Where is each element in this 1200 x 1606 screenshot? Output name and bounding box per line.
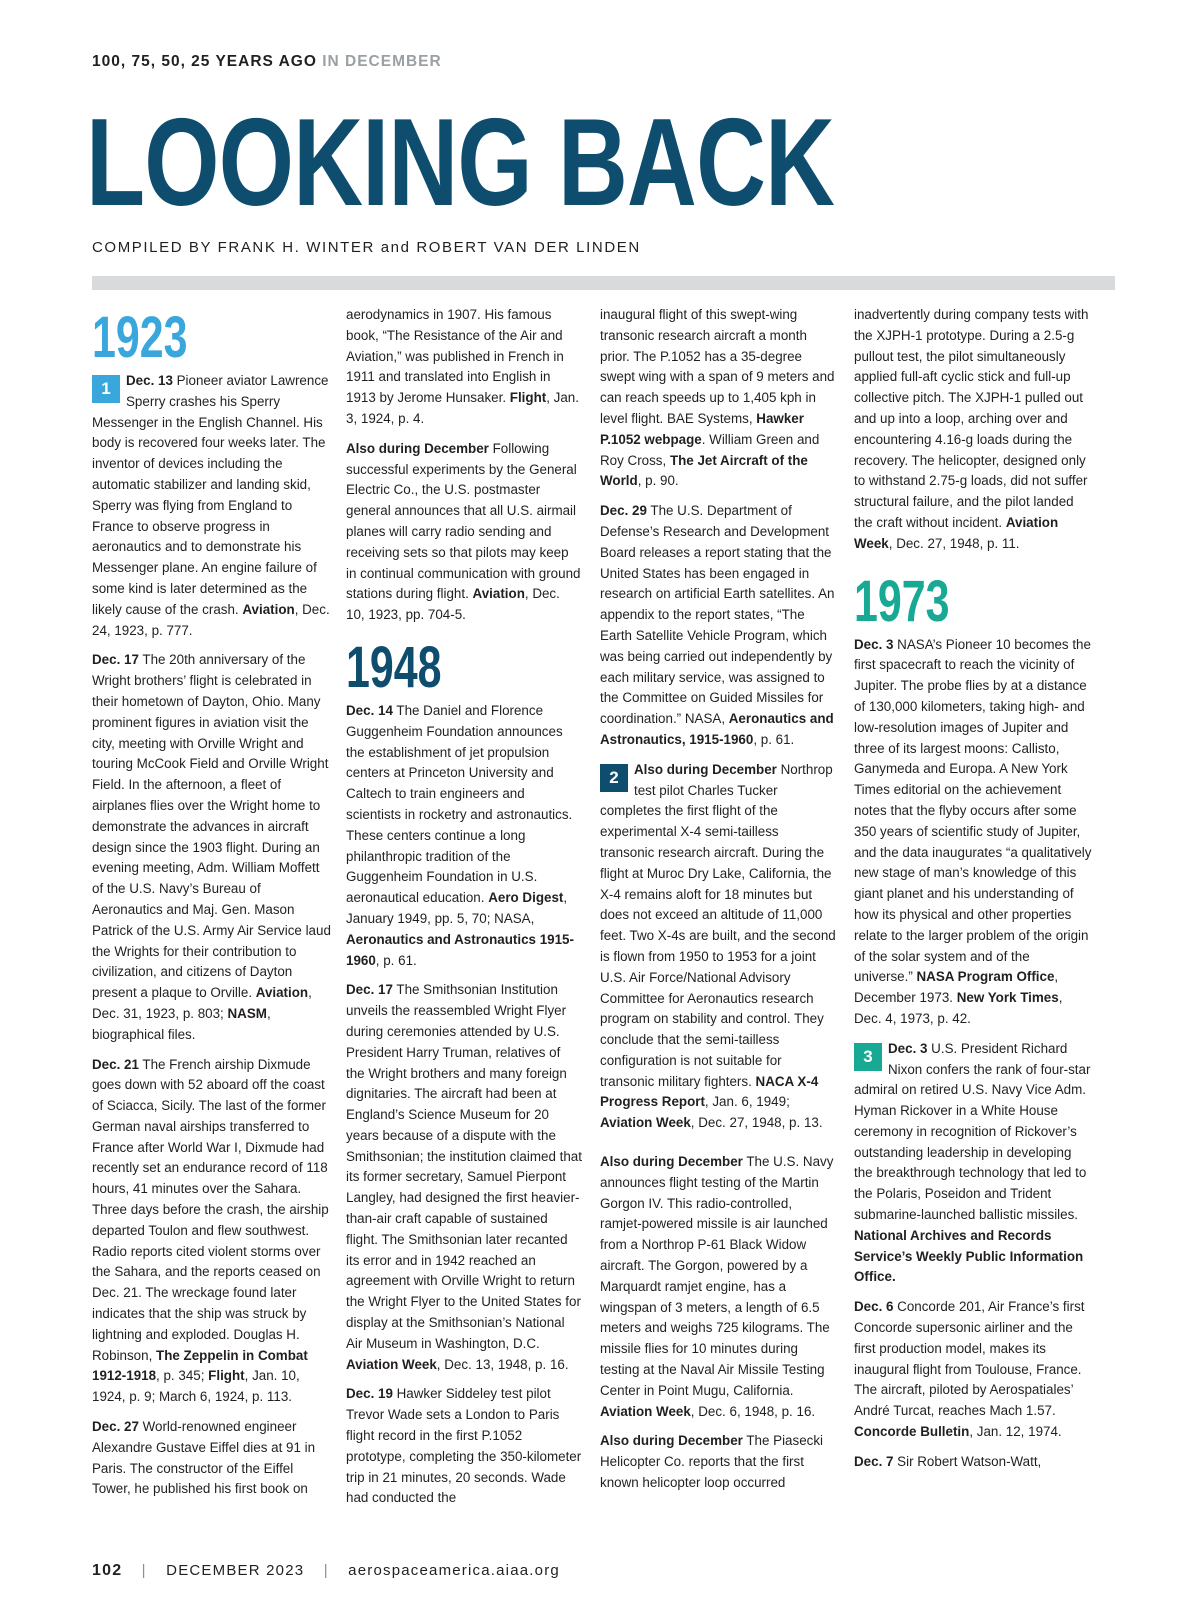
entry-dec17-1923: Dec. 17 The 20th anniversary of the Wright brothers’ flight is celebrated in their hometown of Dayton, Ohio. Many prominent figures in aviation visit the city, meeting with Orville Wright and touring McCook Field and Orville Wright Field. In the afternoon, a fleet of airplanes flies over the Wright home to demonstrate the advances in aircraft design since the 1903 flight. During an evening meeting, Adm. William Moffett of the U.S. Navy’s Bureau of Aeronautics and Maj. Gen. Mason Patrick of the U.S. Army Air Service laud the Wrights for their contribution to civilization, and citizens of Dayton present a plaque to Orville. Aviation, Dec. 31, 1923, p. 803; NASM, biographical files. <box>92 652 331 1042</box>
entry-dec17-1948: Dec. 17 The Smithsonian Institution unveils the reassembled Wright Flyer during ceremonies attended by U.S. President Harry Truman, relatives of the Wright brothers and many foreign dignitaries. The aircraft had been at England’s Science Museum for 20 years because of a dispute with the Smithsonian; the institution claimed that its former secretary, Samuel Pierpont Langley, had designed the first heavier-than-air craft capable of sustained flight. The Smithsonian later recanted its error and in 1942 reached an agreement with Orville Wright to return the Wright Flyer to the United States for display at the Smithsonian’s National Air Museum in Washington, D.C. Aviation Week, Dec. 13, 1948, p. 16. <box>346 982 582 1372</box>
issue-date: DECEMBER 2023 <box>166 1562 305 1579</box>
item-badge-2: 2 <box>600 764 628 792</box>
entry-also-dec-1948-gorgon: Also during December The U.S. Navy announces flight testing of the Martin Gorgon IV. This radio-controlled, ramjet-powered missile is air launched from a Northrop P-61 Black Widow aircraft. The Gorgon, powered by a Marquardt ramjet engine, has a wingspan of 3 meters, a length of 6.5 meters and weighs 725 kilograms. The missile flies for 10 minutes during testing at the Naval Air Missile Testing Center in Point Mugu, California. Aviation Week, Dec. 6, 1948, p. 16. <box>600 1154 834 1419</box>
column-4 <box>854 305 1092 1482</box>
entry-date: Dec. 3 <box>854 636 894 652</box>
entry-dec19-1948: Dec. 19 Hawker Siddeley test pilot Trevor Wade sets a London to Paris flight record in the first P.1052 prototype, completing the 350-kilometer trip in 21 minutes, 20 seconds. Wade had conducted the <box>346 1386 582 1506</box>
entry-date: Also during December <box>600 1154 743 1170</box>
entry-date: Also during December <box>346 440 489 456</box>
entry-date: Dec. 27 <box>92 1419 139 1435</box>
byline: COMPILED BY FRANK H. WINTER and ROBERT VAN DER LINDEN <box>92 239 641 256</box>
entry-dec6-1973: Dec. 6 Concorde 201, Air France’s first Concorde supersonic airliner and the first production model, makes its inaugural flight from Toulouse, France. The aircraft, piloted by Aerospatiales’ André Turcat, reaches Mach 1.57. Concorde Bulletin, Jan. 12, 1974. <box>854 1299 1085 1440</box>
entry-dec3-1973-pioneer: Dec. 3 NASA’s Pioneer 10 becomes the first spacecraft to reach the vicinity of Jupiter. The probe flies by at a distance of 130,000 kilometers, taking high- and low-resolution images of Jupiter and three of its largest moons: Callisto, Ganymeda and Europa. A New York Times editorial on the achievement notes that the flyby occurs after some 350 years of scientific study of Jupiter, and the data inaugurates “a qualitatively new stage of man’s knowledge of this giant planet and his understanding of how its physical and other properties relate to the larger problem of the origin of the solar system and of the universe.” NASA Program Office, December 1973. New York Times, Dec. 4, 1973, p. 42. <box>854 636 1092 1026</box>
column-1 <box>92 305 332 1509</box>
entry-date: Dec. 14 <box>346 702 393 718</box>
entry-date: Dec. 6 <box>854 1299 894 1315</box>
year-heading-1948: 1948 <box>346 634 442 700</box>
divider-rule <box>92 276 1115 290</box>
entry-date: Dec. 3 <box>888 1040 928 1056</box>
entry-also-dec-1948-piasecki: Also during December The Piasecki Helicopter Co. reports that the first known helicopter loop occurred <box>600 1433 824 1491</box>
item-badge-1: 1 <box>92 375 120 403</box>
column-3 <box>600 305 836 1503</box>
entry-date: Dec. 17 <box>92 652 139 668</box>
entry-dec27-1923: Dec. 27 World-renowned engineer Alexandre Gustave Eiffel dies at 91 in Paris. The constructor of the Eiffel Tower, he published his first book on <box>92 1419 316 1497</box>
item-badge-3: 3 <box>854 1043 882 1071</box>
page-title: LOOKING BACK <box>86 94 835 232</box>
kicker-month: IN DECEMBER <box>322 53 442 70</box>
year-heading-1923: 1923 <box>92 305 188 370</box>
kicker-main: 100, 75, 50, 25 YEARS AGO <box>92 53 317 70</box>
entry-date: Dec. 21 <box>92 1056 139 1072</box>
entry-also-dec-1948-x4: 2 Also during December Northrop test pilot Charles Tucker completes the first flight of the experimental X-4 semi-tailless transonic research aircraft. During the flight at Muroc Dry Lake, California, the X-4 remains aloft for 18 minutes but does not exceed an altitude of 11,000 feet. Two X-4s are built, and the second is flown from 1950 to 1953 for a joint U.S. Air Force/National Advisory Committee for Aeronautics research program on stability and control. They conclude that the semi-tailless configuration is not suitable for transonic military fighters. NACA X-4 Progress Report, Jan. 6, 1949; Aviation Week, Dec. 27, 1948, p. 13. <box>600 761 836 1131</box>
entry-dec21-1923: Dec. 21 The French airship Dixmude goes down with 52 aboard off the coast of Sciacca, Sicily. The last of the former German naval airships transferred to France after World War I, Dixmude had recently set an endurance record of 118 hours, 41 minutes over the Sahara. Three days before the crash, the airship departed Toulon and flew southwest. Radio reports cited violent storms over the Sahara, and the reports ceased on Dec. 21. The wreckage found later indicates that the ship was struck by lightning and exploded. Douglas H. Robinson, The Zeppelin in Combat 1912-1918, p. 345; Flight, Jan. 10, 1924, p. 9; March 6, 1924, p. 113. <box>92 1056 329 1405</box>
entry-date: Dec. 17 <box>346 982 393 998</box>
entry-date: Dec. 13 <box>126 373 173 388</box>
entry-date: Dec. 7 <box>854 1453 894 1469</box>
entry-also-dec-1923: Also during December Following successful experiments by the General Electric Co., the U.S. postmaster general announces that all U.S. airmail planes will carry radio sending and receiving sets so that pilots may keep in continual communication with ground stations during flight. Aviation, Dec. 10, 1923, pp. 704-5. <box>346 440 581 623</box>
year-heading-1973: 1973 <box>854 568 950 634</box>
entry-date: Dec. 29 <box>600 503 647 519</box>
entry-date: Also during December <box>634 761 777 777</box>
entry-dec7-1973: Dec. 7 Sir Robert Watson-Watt, <box>854 1453 1042 1469</box>
footer-separator: | <box>141 1562 147 1579</box>
entry-dec27-1923-cont: aerodynamics in 1907. His famous book, “The Resistance of the Air and Aviation,” was published in French in 1911 and translated into English in 1913 by Jerome Hunsaker. Flight, Jan. 3, 1924, p. 4. <box>346 307 579 426</box>
column-2 <box>346 305 582 1518</box>
page-footer <box>92 1562 560 1580</box>
section-kicker <box>92 53 442 71</box>
entry-date: Also during December <box>600 1433 743 1449</box>
entry-piasecki-cont: inadvertently during company tests with the XJPH-1 prototype. During a 2.5-g pullout test, the pilot simultaneously applied full-aft cyclic stick and full-up collective pitch. The XJPH-1 pulled out and up into a loop, arching over and encountering 4.16-g loads during the recovery. The helicopter, designed only to withstand 2.75-g loads, did not suffer structural failure, and the pilot landed the craft without incident. Aviation Week, Dec. 27, 1948, p. 11. <box>854 307 1089 551</box>
entry-dec13-1923: 1 Dec. 13 Pioneer aviator Lawrence Sperry crashes his Sperry Messenger in the English Channel. His body is recovered four weeks later. The inventor of devices including the automatic stabilizer and landing skid, Sperry was flying from England to France to observe progress in aeronautics and to demonstrate his Messenger plane. An engine failure of some kind is later determined as the likely cause of the crash. Aviation, Dec. 24, 1923, p. 777. <box>92 373 330 638</box>
website-link[interactable]: aerospaceamerica.aiaa.org <box>348 1562 560 1579</box>
entry-dec19-1948-cont: inaugural flight of this swept-wing transonic research aircraft a month prior. The P.1052 has a 35-degree swept wing with a span of 9 meters and can reach speeds up to 1,405 kph in level flight. BAE Systems, Hawker P.1052 webpage. William Green and Roy Cross, The Jet Aircraft of the World, p. 90. <box>600 307 835 489</box>
entry-dec3-1973-rickover: 3 Dec. 3 U.S. President Richard Nixon confers the rank of four-star admiral on retired U.S. Navy Vice Adm. Hyman Rickover in a White House ceremony in recognition of Rickover’s outstanding leadership in developing the breakthrough technology that led to the Polaris, Poseidon and Trident submarine-launched ballistic missiles. National Archives and Records Service’s Weekly Public Information Office. <box>854 1040 1091 1285</box>
footer-separator: | <box>323 1562 329 1579</box>
entry-dec29-1948: Dec. 29 The U.S. Department of Defense’s Research and Development Board releases a report stating that the United States has been engaged in research on artificial Earth satellites. An appendix to the report states, “The Earth Satellite Vehicle Program, which was being carried out independently by each military service, was assigned to the Committee on Guided Missiles for coordination.” NASA, Aeronautics and Astronautics, 1915-1960, p. 61. <box>600 503 835 747</box>
entry-date: Dec. 19 <box>346 1386 393 1402</box>
page-number: 102 <box>92 1562 123 1579</box>
entry-dec14-1948: Dec. 14 The Daniel and Florence Guggenheim Foundation announces the establishment of jet propulsion centers at Princeton University and Caltech to train engineers and scientists in rocketry and astronautics. These centers continue a long philanthropic tradition of the Guggenheim Foundation in U.S. aeronautical education. Aero Digest, January 1949, pp. 5, 70; NASA, Aeronautics and Astronautics 1915-1960, p. 61. <box>346 702 574 968</box>
